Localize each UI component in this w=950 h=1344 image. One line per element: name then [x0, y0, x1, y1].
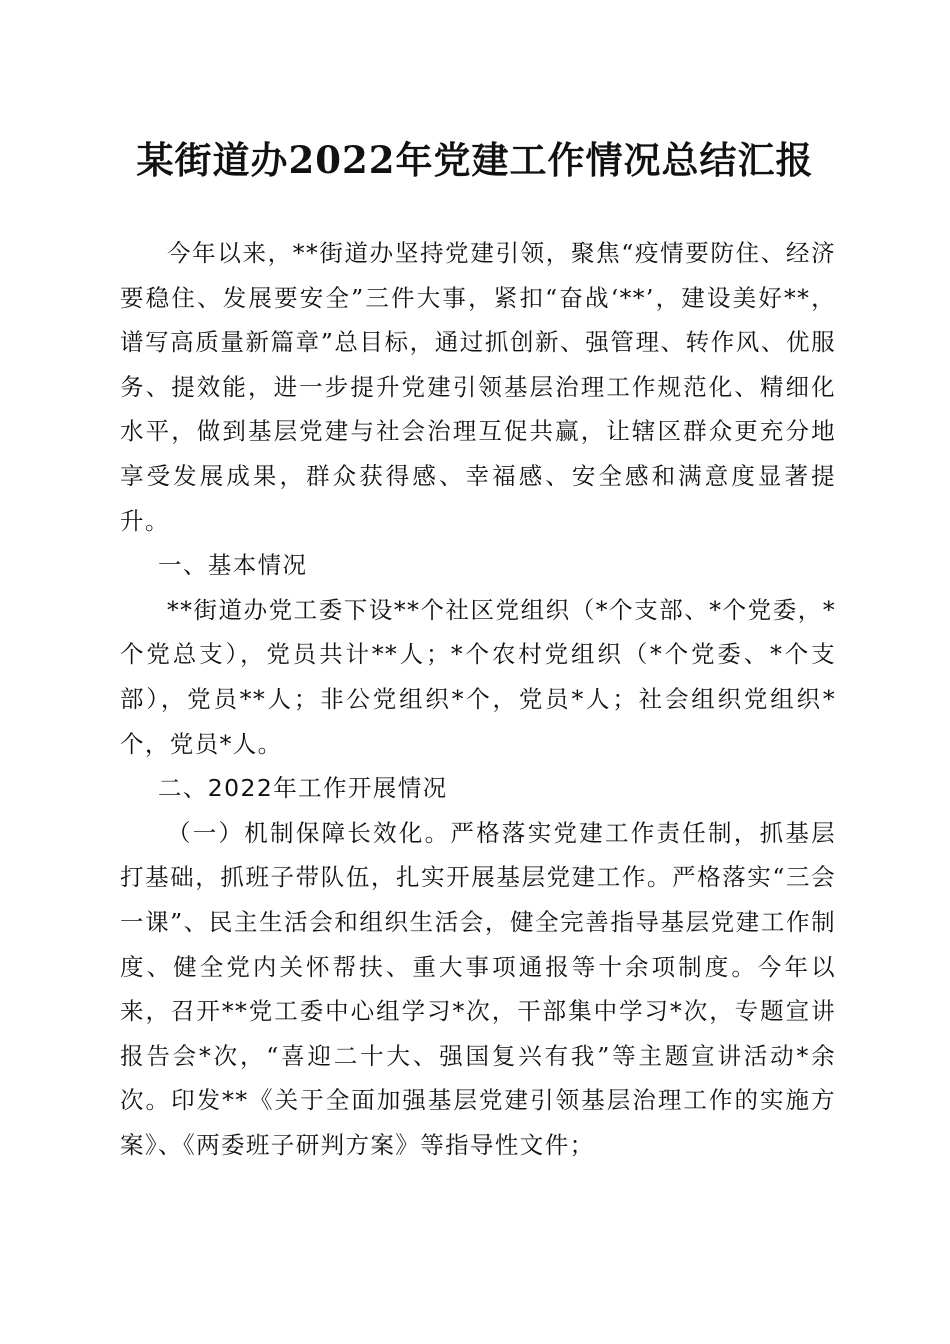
basic-situation-paragraph: **街道办党工委下设**个社区党组织（*个支部、*个党委，*个党总支），党员共计**人；*个农村党组织（*个党委、*个支部），党员**人；非公党组织*个，党员*人；社会组织党组织*个，党员*人。 — [120, 595, 836, 758]
intro-paragraph: 今年以来，**街道办坚持党建引领，聚焦“疫情要防住、经济要稳住、发展要安全”三件大事，紧扣“奋战‘**’，建设美好**，谱写高质量新篇章”总目标，通过抓创新、强管理、转作风、优服务、提效能，进一步提升党建引领基层治理工作规范化、精细化水平，做到基层党建与社会治理互促共赢，让辖区群众更充分地享受发展成果，群众获得感、幸福感、安全感和满意度显著提升。 — [120, 239, 836, 535]
mechanism-paragraph — [120, 811, 836, 1168]
document-title: 某街道办2022年党建工作情况总结汇报 — [136, 138, 814, 182]
subsection-lead: （一）机制保障长效化。 — [167, 818, 451, 847]
section-heading-basic-situation: 一、基本情况 — [158, 551, 308, 580]
subsection-body: 严格落实党建工作责任制，抓基层打基础，抓班子带队伍，扎实开展基层党建工作。严格落实“三会一课”、民主生活会和组织生活会，健全完善指导基层党建工作制度、健全党内关怀帮扶、重大事项通报等十余项制度。今年以来，召开**党工委中心组学习*次，干部集中学习*次，专题宣讲报告会*次，“喜迎二十大、强国复兴有我”等主题宣讲活动*余次。印发**《关于全面加强基层党建引领基层治理工作的实施方案》、《两委班子研判方案》等指导性文件； — [120, 818, 836, 1159]
section-heading-work-progress: 二、2022年工作开展情况 — [158, 774, 448, 803]
document-body — [120, 231, 836, 1167]
